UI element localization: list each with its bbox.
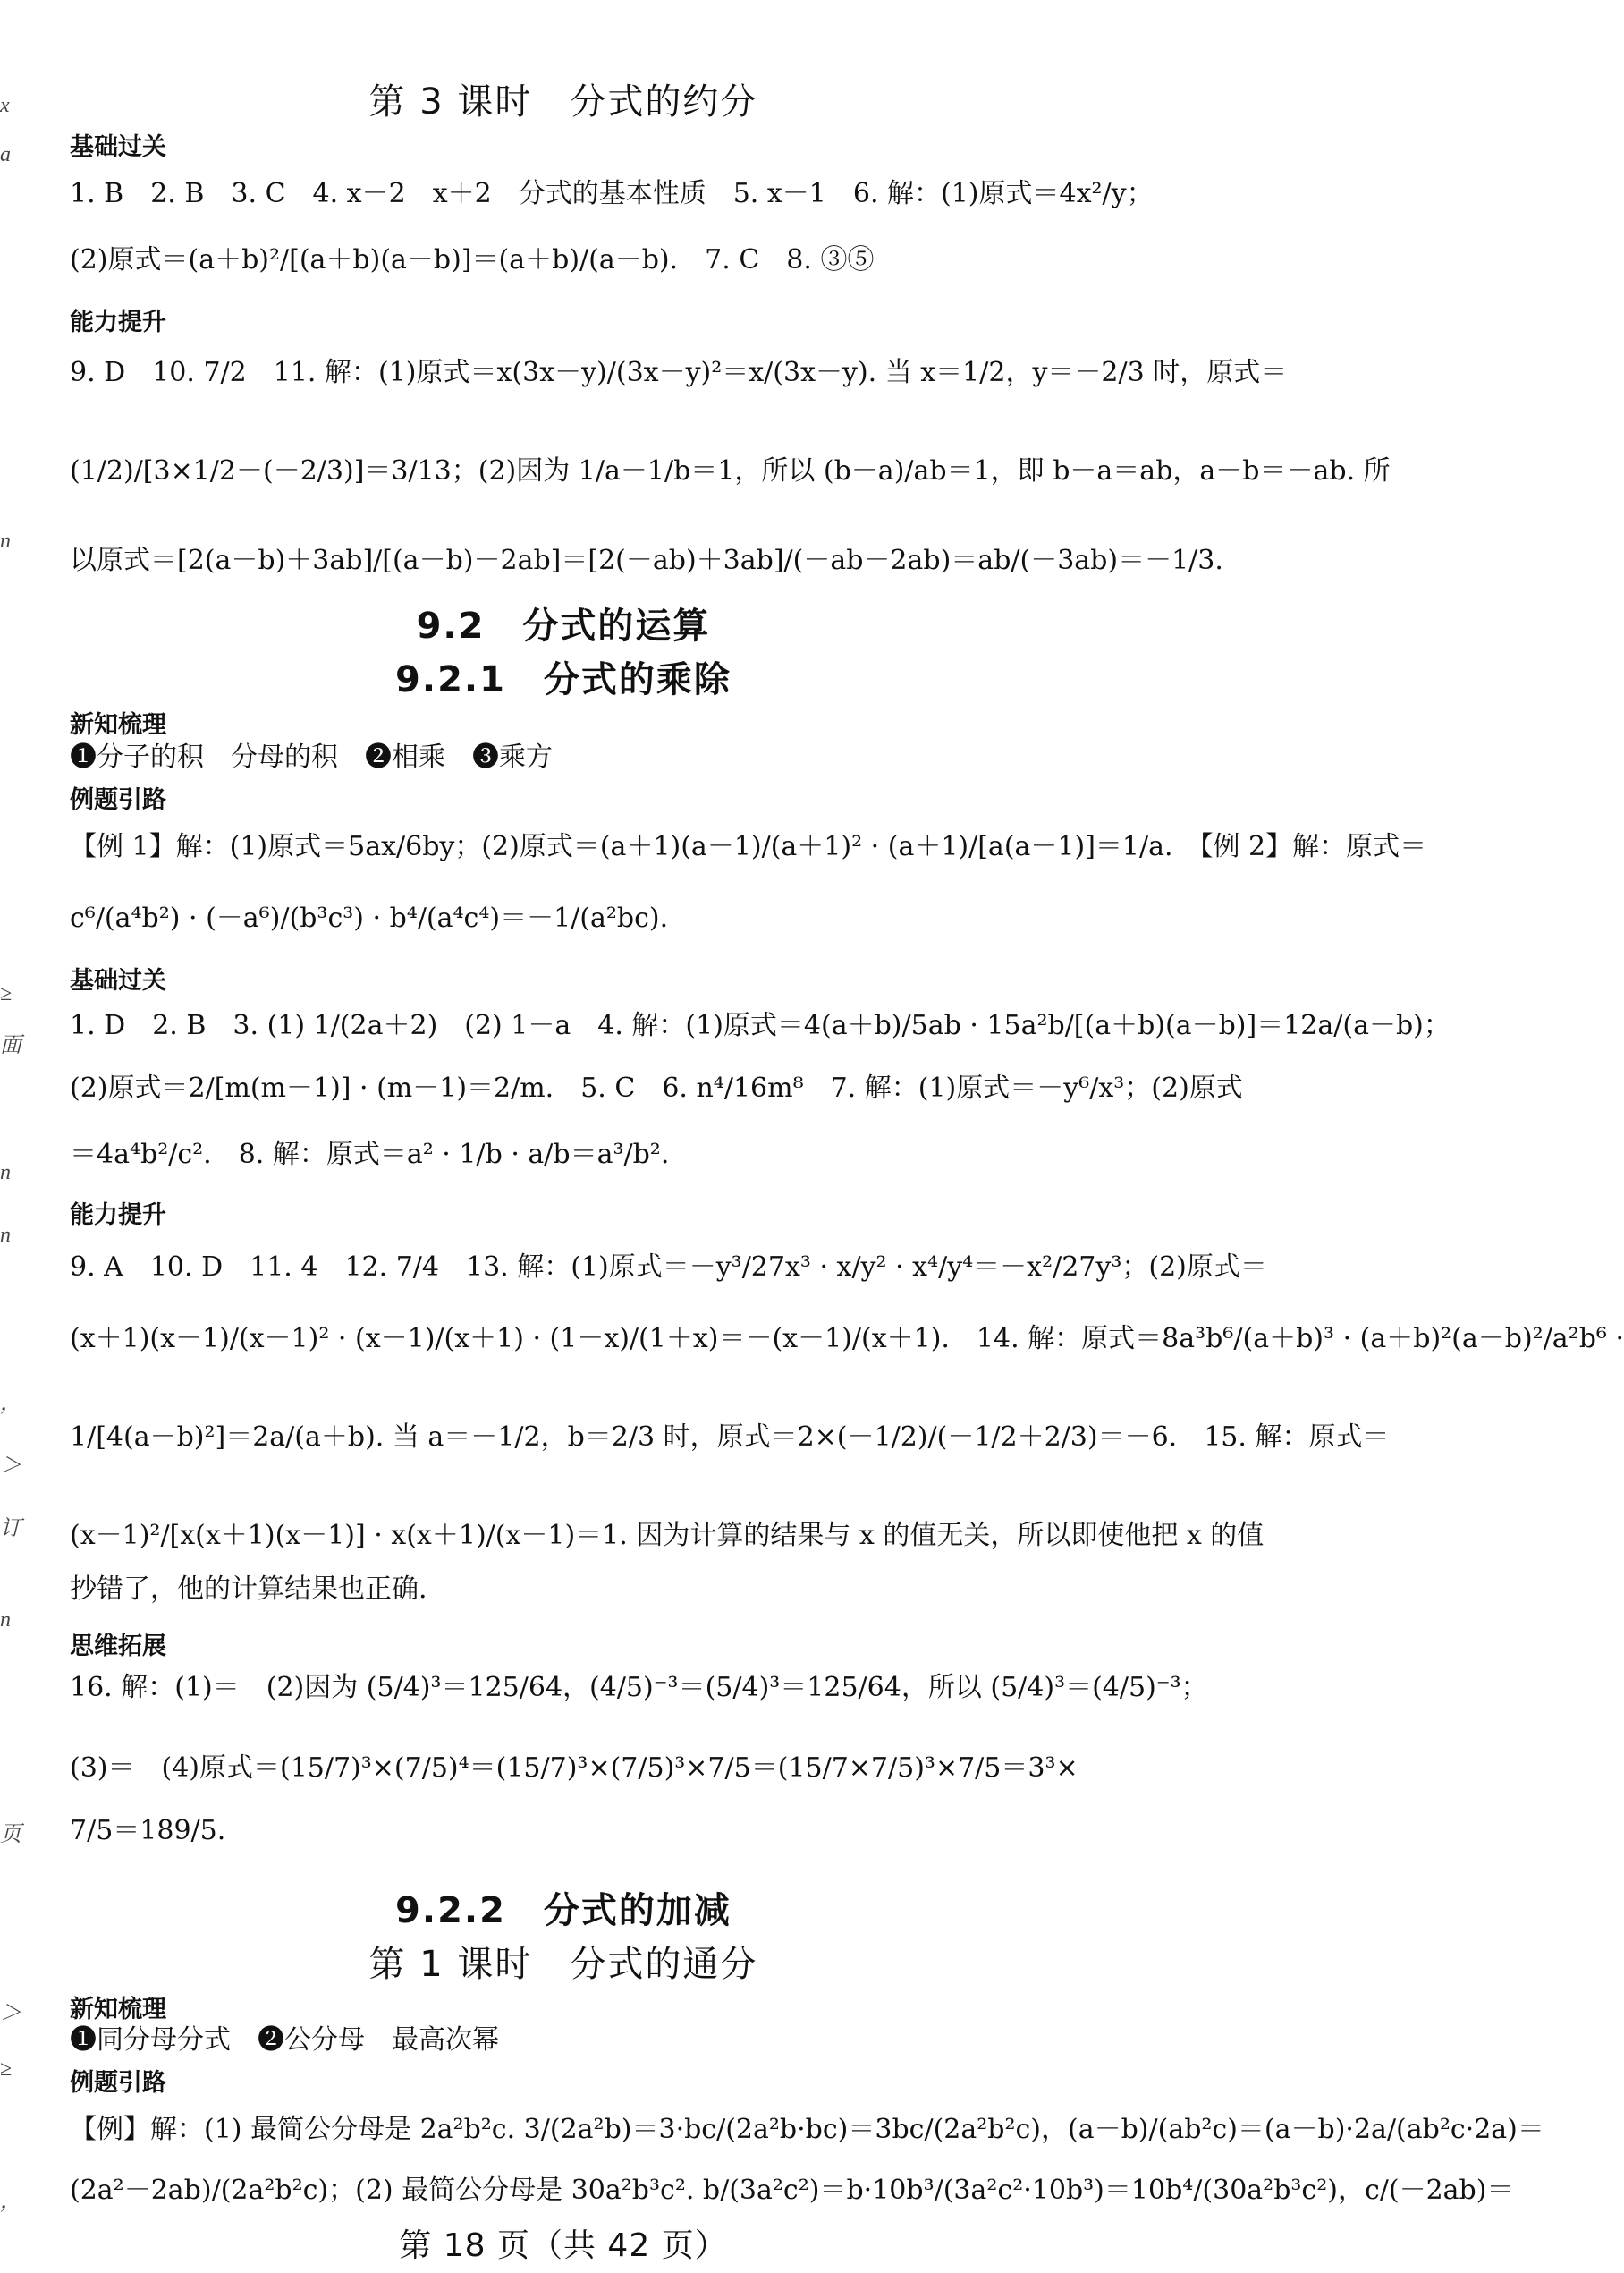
answer-line: 9. D 10. 7/2 11. 解：(1)原式＝x(3x－y)/(3x－y)²＝x/(3x－y). 当 x＝1/2，y＝－2/3 时，原式＝: [70, 357, 1288, 388]
answer-line: 7/5＝189/5.: [70, 1815, 226, 1846]
margin-fragment: a: [0, 143, 11, 166]
margin-fragment: ＞: [0, 2002, 21, 2025]
margin-fragment: n: [0, 1224, 11, 1247]
section-heading: 新知梳理: [70, 1996, 166, 2023]
margin-fragment: ≥: [0, 2057, 13, 2081]
section-heading: 思维拓展: [70, 1633, 166, 1660]
section-heading: 能力提升: [70, 1201, 166, 1229]
answer-line: 1. B 2. B 3. C 4. x－2 x＋2 分式的基本性质 5. x－1 6. 解：(1)原式＝4x²/y；: [70, 178, 1154, 209]
margin-fragment: 订: [0, 1517, 21, 1540]
section-heading: 例题引路: [70, 2069, 166, 2097]
margin-fragment: 面: [0, 1034, 21, 1057]
subsection-title: 9.2.1 分式的乘除: [395, 659, 732, 700]
answer-line: (2)原式＝2/[m(m－1)] · (m－1)＝2/m. 5. C 6. n⁴/16m⁸ 7. 解：(1)原式＝－y⁶/x³；(2)原式: [70, 1073, 1243, 1104]
section-heading: 例题引路: [70, 786, 166, 814]
answer-line: ＝4a⁴b²/c². 8. 解：原式＝a² · 1/b · a/b＝a³/b².: [70, 1139, 670, 1170]
section-heading: 基础过关: [70, 133, 166, 161]
answer-line: (2a²－2ab)/(2a²b²c)；(2) 最简公分母是 30a²b³c². b/(3a²c²)＝b·10b³/(3a²c²·10b³)＝10b⁴/(30a²b³c²)，c/(－2ab)＝: [70, 2175, 1514, 2206]
answer-line: (2)原式＝(a＋b)²/[(a＋b)(a－b)]＝(a＋b)/(a－b). 7. C 8. ③⑤: [70, 244, 875, 276]
answer-line: c⁶/(a⁴b²) · (－a⁶)/(b³c³) · b⁴/(a⁴c⁴)＝－1/(a²bc).: [70, 903, 669, 934]
margin-fragment: ≥: [0, 982, 13, 1005]
section-title: 9.2 分式的运算: [416, 606, 711, 647]
answer-line: 9. A 10. D 11. 4 12. 7/4 13. 解：(1)原式＝－y³/27x³ · x/y² · x⁴/y⁴＝－x²/27y³；(2)原式＝: [70, 1251, 1267, 1283]
lesson-title: 第 3 课时 分式的约分: [368, 81, 758, 123]
answer-line: (3)＝ (4)原式＝(15/7)³×(7/5)⁴＝(15/7)³×(7/5)³×7/5＝(15/7×7/5)³×7/5＝3³×: [70, 1752, 1078, 1784]
answer-line: ❶分子的积 分母的积 ❷相乘 ❸乘方: [70, 742, 553, 773]
margin-fragment: 页: [0, 1823, 21, 1846]
answer-line: ❶同分母分式 ❷公分母 最高次幂: [70, 2024, 499, 2056]
margin-fragment: n: [0, 530, 11, 553]
subsection-title: 9.2.2 分式的加减: [395, 1890, 732, 1931]
margin-fragment: n: [0, 1608, 11, 1632]
margin-fragment: x: [0, 94, 10, 117]
margin-fragment: ＞: [0, 1455, 21, 1478]
answer-line: 【例】解：(1) 最简公分母是 2a²b²c. 3/(2a²b)＝3·bc/(2a²b·bc)＝3bc/(2a²b²c)，(a－b)/(ab²c)＝(a－b)·2a/(ab²c·2a)＝: [70, 2114, 1544, 2145]
answer-line: 以原式＝[2(a－b)＋3ab]/[(a－b)－2ab]＝[2(－ab)＋3ab]/(－ab－2ab)＝ab/(－3ab)＝－1/3.: [70, 545, 1223, 576]
answer-line: 16. 解：(1)＝ (2)因为 (5/4)³＝125/64，(4/5)⁻³＝(5/4)³＝125/64，所以 (5/4)³＝(4/5)⁻³；: [70, 1672, 1208, 1703]
answer-line: (x＋1)(x－1)/(x－1)² · (x－1)/(x＋1) · (1－x)/(1＋x)＝－(x－1)/(x＋1). 14. 解：原式＝8a³b⁶/(a＋b)³ · (a＋b)²(a－b)²/a²b⁶ ·: [70, 1323, 1624, 1354]
answer-line: 【例 1】解：(1)原式＝5ax/6by；(2)原式＝(a＋1)(a－1)/(a＋1)² · (a＋1)/[a(a－1)]＝1/a. 【例 2】解：原式＝: [70, 831, 1427, 862]
section-heading: 能力提升: [70, 309, 166, 336]
section-heading: 基础过关: [70, 967, 166, 995]
answer-line: (1/2)/[3×1/2－(－2/3)]＝3/13；(2)因为 1/a－1/b＝1，所以 (b－a)/ab＝1，即 b－a＝ab，a－b＝－ab. 所: [70, 455, 1391, 487]
lesson-title: 第 1 课时 分式的通分: [368, 1944, 758, 1985]
margin-fragment: ，: [0, 1392, 21, 1415]
section-heading: 新知梳理: [70, 711, 166, 739]
answer-line: (x－1)²/[x(x＋1)(x－1)] · x(x＋1)/(x－1)＝1. 因为计算的结果与 x 的值无关，所以即使他把 x 的值: [70, 1520, 1265, 1551]
answer-line: 1/[4(a－b)²]＝2a/(a＋b). 当 a＝－1/2，b＝2/3 时，原式＝2×(－1/2)/(－1/2＋2/3)＝－6. 15. 解：原式＝: [70, 1421, 1390, 1453]
page-footer: 第 18 页（共 42 页）: [399, 2227, 728, 2264]
margin-fragment: n: [0, 1161, 11, 1184]
margin-fragment: ，: [0, 2190, 21, 2213]
answer-line: 1. D 2. B 3. (1) 1/(2a＋2) (2) 1－a 4. 解：(1)原式＝4(a＋b)/5ab · 15a²b/[(a＋b)(a－b)]＝12a/(a－b)；: [70, 1010, 1451, 1041]
answer-line: 抄错了，他的计算结果也正确.: [70, 1573, 427, 1605]
